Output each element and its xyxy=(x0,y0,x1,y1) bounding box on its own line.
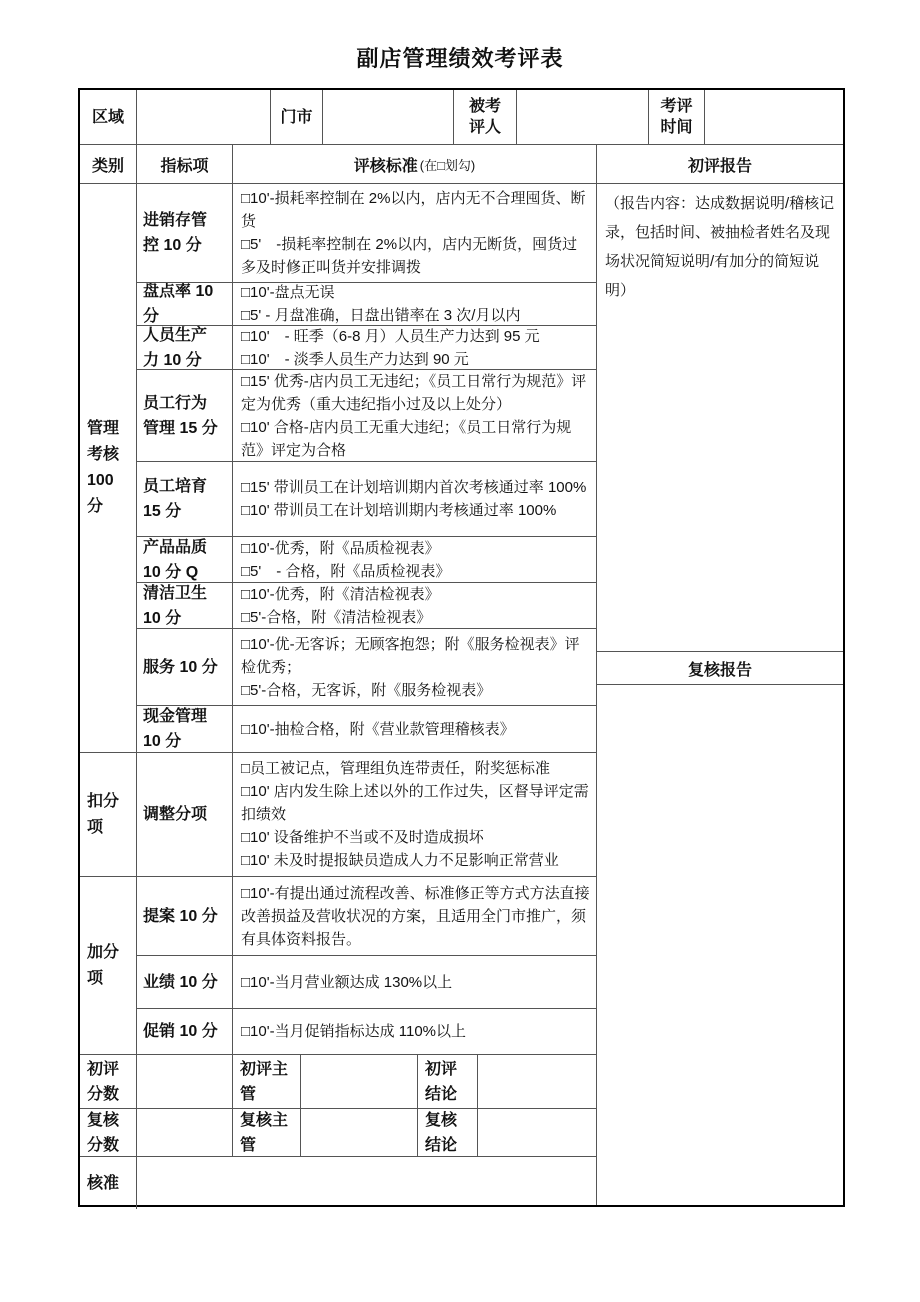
standards-cell[interactable] xyxy=(233,706,596,752)
table-row xyxy=(137,283,596,326)
section-bonus xyxy=(80,877,596,1055)
indicator-label: 提案 10 分 xyxy=(137,877,233,955)
evaluee-label: 被考评人 xyxy=(454,90,517,144)
first-conclusion-input-cell[interactable] xyxy=(478,1055,596,1108)
table-row xyxy=(137,629,596,706)
standards-cell[interactable] xyxy=(233,583,596,628)
checkbox-option[interactable]: □10'-损耗率控制在 2%以内，店内无不合理囤货、断货 xyxy=(241,190,586,230)
indicator-label: 进销存管控 10 分 xyxy=(137,184,233,282)
table-row xyxy=(137,326,596,370)
section-management xyxy=(80,184,596,753)
indicator-label: 业绩 10 分 xyxy=(137,956,233,1008)
first-conclusion-label: 初评结论 xyxy=(418,1055,478,1108)
review-conclusion-input-cell[interactable] xyxy=(478,1109,596,1156)
indicator-label: 清洁卫生 10 分 xyxy=(137,583,233,628)
checkbox-option[interactable]: □5' - 合格，附《品质检视表》 xyxy=(241,562,451,580)
approve-input-cell[interactable] xyxy=(137,1157,596,1209)
standards-cell[interactable] xyxy=(233,537,596,582)
table-row xyxy=(137,370,596,462)
standard-header xyxy=(233,145,596,183)
document-title: 副店管理绩效考评表 xyxy=(356,46,564,71)
evaluation-form-table xyxy=(78,88,845,1207)
standards-cell[interactable] xyxy=(233,326,596,369)
standards-cell[interactable] xyxy=(233,753,596,876)
review-score-input-cell[interactable] xyxy=(137,1109,233,1156)
indicator-label: 调整分项 xyxy=(137,753,233,876)
review-score-label: 复核分数 xyxy=(80,1109,137,1156)
review-report-input-cell[interactable] xyxy=(597,685,843,1205)
indicator-label: 人员生产力 10 分 xyxy=(137,326,233,369)
review-supervisor-label: 复核主管 xyxy=(233,1109,301,1156)
checkbox-option[interactable]: □10'-当月营业额达成 130%以上 xyxy=(241,973,453,991)
standard-header-text: 评核标准 xyxy=(353,157,418,175)
checkbox-option[interactable]: □5' - 月盘准确，日盘出错率在 3 次/月以内 xyxy=(241,307,521,324)
first-supervisor-label: 初评主管 xyxy=(233,1055,301,1108)
table-row xyxy=(137,184,596,283)
standards-cell[interactable] xyxy=(233,1009,596,1054)
standards-cell[interactable] xyxy=(233,629,596,705)
region-label: 区域 xyxy=(80,90,137,144)
standards-cell[interactable] xyxy=(233,283,596,325)
first-report-input-cell[interactable]: （报告内容：达成数据说明/稽核记录，包括时间、被抽检者姓名及现场状况简短说明/有加分的简短说明） xyxy=(597,184,843,652)
first-supervisor-input-cell[interactable] xyxy=(301,1055,418,1108)
table-row xyxy=(137,583,596,629)
section-deduction xyxy=(80,753,596,877)
store-input-cell[interactable] xyxy=(323,90,454,144)
indicator-label: 盘点率 10 分 xyxy=(137,283,233,325)
standards-cell[interactable] xyxy=(233,877,596,955)
checkbox-option[interactable]: □10' 带训员工在计划培训期内考核通过率 100% xyxy=(241,502,557,519)
checkbox-option[interactable]: □10'-优秀，附《清洁检视表》 xyxy=(241,585,440,603)
eval-time-input-cell[interactable] xyxy=(705,90,843,144)
evaluee-input-cell[interactable] xyxy=(517,90,649,144)
standards-cell[interactable] xyxy=(233,370,596,461)
checkbox-option[interactable]: □10' - 旺季（6-8 月）人员生产力达到 95 元 xyxy=(241,327,540,345)
checkbox-option[interactable]: □员工被记点，管理组负连带责任，附奖惩标准 xyxy=(241,760,551,777)
checkbox-option[interactable]: □10'-有提出通过流程改善、标准修正等方式方法直接改善损益及营收状况的方案，且适用全门市推广，须有具体资料报告。 xyxy=(241,884,590,948)
table-row xyxy=(137,706,596,752)
category-bonus: 加分项 xyxy=(80,877,137,1054)
first-score-row xyxy=(80,1055,596,1109)
checkbox-option[interactable]: □10'-盘点无误 xyxy=(241,284,335,301)
indicator-label: 服务 10 分 xyxy=(137,629,233,705)
category-management: 管理考核 100 分 xyxy=(80,184,137,752)
checkbox-option[interactable]: □10'-优-无客诉；无顾客抱怨；附《服务检视表》评检优秀； xyxy=(241,635,580,676)
checkbox-option[interactable]: □10'-抽检合格，附《营业款管理稽核表》 xyxy=(241,720,515,738)
first-report-header: 初评报告 xyxy=(597,145,843,184)
table-row xyxy=(137,1009,596,1054)
review-conclusion-label: 复核结论 xyxy=(418,1109,478,1156)
checkbox-option[interactable]: □10'-优秀，附《品质检视表》 xyxy=(241,539,440,557)
checkbox-option[interactable]: □10' 未及时提报缺员造成人力不足影响正常营业 xyxy=(241,852,559,869)
checkbox-option[interactable]: □10' 设备维护不当或不及时造成损坏 xyxy=(241,829,484,846)
table-row xyxy=(137,877,596,956)
region-input-cell[interactable] xyxy=(137,90,271,144)
grid-header-row xyxy=(80,145,596,184)
info-row xyxy=(80,90,843,145)
first-score-input-cell[interactable] xyxy=(137,1055,233,1108)
indicator-header: 指标项 xyxy=(137,145,233,183)
report-column xyxy=(597,145,843,1205)
table-row xyxy=(137,956,596,1009)
checkbox-option[interactable]: □5'-合格，附《清洁检视表》 xyxy=(241,608,432,626)
checkbox-option[interactable]: □5' -损耗率控制在 2%以内，店内无断货，囤货过多及时修正叫货并安排调拨 xyxy=(241,236,578,276)
review-report-header: 复核报告 xyxy=(597,652,843,685)
category-header: 类别 xyxy=(80,145,137,183)
table-row xyxy=(137,753,596,876)
criteria-grid xyxy=(80,145,597,1205)
first-score-label: 初评分数 xyxy=(80,1055,137,1108)
indicator-label: 产品品质 10 分 Q xyxy=(137,537,233,582)
category-deduction: 扣分项 xyxy=(80,753,137,876)
eval-time-label: 考评时间 xyxy=(649,90,705,144)
store-label: 门市 xyxy=(271,90,323,144)
indicator-label: 促销 10 分 xyxy=(137,1009,233,1054)
checkbox-option[interactable]: □15' 带训员工在计划培训期内首次考核通过率 100% xyxy=(241,479,587,496)
checkbox-option[interactable]: □10' 合格-店内员工无重大违纪；《员工日常行为规范》评定为合格 xyxy=(241,418,572,459)
standards-cell[interactable] xyxy=(233,956,596,1008)
standards-cell[interactable] xyxy=(233,184,596,282)
review-score-row xyxy=(80,1109,596,1157)
indicator-label: 现金管理 10 分 xyxy=(137,706,233,752)
indicator-label: 员工培育 15 分 xyxy=(137,462,233,536)
standards-cell[interactable] xyxy=(233,462,596,536)
standard-header-note: (在□划勾) xyxy=(419,157,476,173)
table-row xyxy=(137,537,596,583)
checkbox-option[interactable]: □10' 店内发生除上述以外的工作过失，区督导评定需扣绩效 xyxy=(241,783,589,823)
review-supervisor-input-cell[interactable] xyxy=(301,1109,418,1156)
approve-label: 核准 xyxy=(80,1157,137,1209)
indicator-label: 员工行为管理 15 分 xyxy=(137,370,233,461)
approve-row xyxy=(80,1157,596,1209)
checkbox-option[interactable]: □5'-合格，无客诉，附《服务检视表》 xyxy=(241,681,492,699)
checkbox-option[interactable]: □10'-当月促销指标达成 110%以上 xyxy=(241,1023,467,1040)
checkbox-option[interactable]: □15' 优秀-店内员工无违纪；《员工日常行为规范》评定为优秀（重大违纪指小过及以上处分） xyxy=(241,372,587,413)
table-row xyxy=(137,462,596,537)
checkbox-option[interactable]: □10' - 淡季人员生产力达到 90 元 xyxy=(241,350,469,368)
